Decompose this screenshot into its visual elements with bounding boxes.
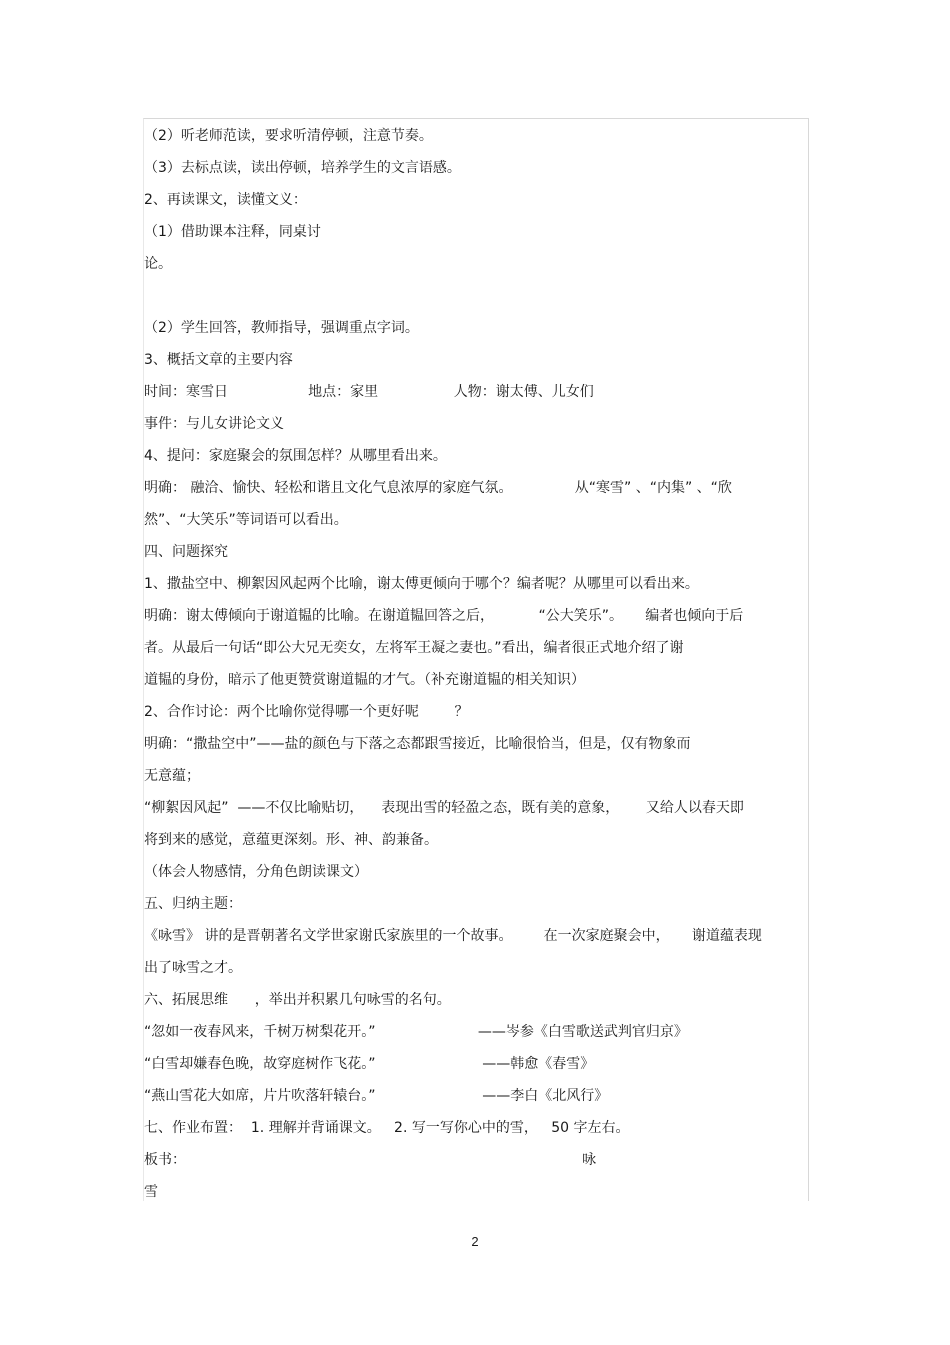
text-line: （2）学生回答，教师指导，强调重点字词。: [144, 320, 419, 336]
text-line: （1）借助课本注释，同桌讨: [144, 224, 321, 240]
text-line: “柳絮因风起” ——不仅比喻贴切， 表现出雪的轻盈之态，既有美的意象， 又给人以春天即: [144, 800, 744, 816]
text-line: 《咏雪》 讲的是晋朝著名文学世家谢氏家族里的一个故事。 在一次家庭聚会中， 谢道蕴表现: [144, 928, 762, 944]
text-line: 道韫的身份，暗示了他更赞赏谢道韫的才气。（补充谢道韫的相关知识）: [144, 672, 585, 688]
poem-quote: “燕山雪花大如席，片片吹落轩辕台。” ——李白《北风行》: [144, 1088, 609, 1104]
text-line: 事件：与儿女讲论文义: [144, 416, 284, 432]
text-line: 明确： 融洽、愉快、轻松和谐且文化气息浓厚的家庭气氛。 从“寒雪” 、“内集” 、“欣: [144, 480, 732, 496]
text-line: （体会人物感情，分角色朗读课文）: [144, 864, 368, 880]
text-line: 2、再读课文，读懂文义：: [144, 192, 307, 208]
text-line: （3）去标点读，读出停顿，培养学生的文言语感。: [144, 160, 461, 176]
text-line: 明确：“撒盐空中”——盐的颜色与下落之态都跟雪接近，比喻很恰当，但是，仅有物象而: [144, 736, 691, 752]
text-line: 3、概括文章的主要内容: [144, 352, 293, 368]
section-heading: 六、拓展思维 ，举出并积累几句咏雪的名句。: [144, 992, 451, 1008]
text-line: 然”、“大笑乐”等词语可以看出。: [144, 512, 348, 528]
section-heading: 四、问题探究: [144, 544, 228, 560]
text-line: 者。从最后一句话“即公大兄无奕女，左将军王凝之妻也。”看出，编者很正式地介绍了谢: [144, 640, 684, 656]
poem-quote: “忽如一夜春风来，千树万树梨花开。” ——岑参《白雪歌送武判官归京》: [144, 1024, 688, 1040]
text-line: 1、撒盐空中、柳絮因风起两个比喻，谢太傅更倾向于哪个？编者呢？从哪里可以看出来。: [144, 576, 699, 592]
text-line: 出了咏雪之才。: [144, 960, 242, 976]
section-heading: 七、作业布置： 1. 理解并背诵课文。 2. 写一写你心中的雪， 50 字左右。: [144, 1120, 630, 1136]
text-line: 论。: [144, 256, 172, 272]
text-line: 明确：谢太傅倾向于谢道韫的比喻。在谢道韫回答之后， “公大笑乐”。 编者也倾向于后: [144, 608, 744, 624]
text-line: （2）听老师范读，要求听清停顿，注意节奏。: [144, 128, 433, 144]
text-line: 时间：寒雪日 地点：家里 人物：谢太傅、儿女们: [144, 384, 594, 400]
text-line: 4、提问：家庭聚会的氛围怎样？从哪里看出来。: [144, 448, 447, 464]
page-number: 2: [471, 1234, 479, 1249]
text-line: 2、合作讨论：两个比喻你觉得哪一个更好呢 ？: [144, 704, 469, 720]
poem-quote: “白雪却嫌春色晚，故穿庭树作飞花。” ——韩愈《春雪》: [144, 1056, 595, 1072]
text-line: 将到来的感觉，意蕴更深刻。形、神、韵兼备。: [144, 832, 438, 848]
section-heading: 五、归纳主题：: [144, 896, 242, 912]
text-line: 雪: [144, 1184, 158, 1200]
text-line: 板书： 咏: [144, 1152, 597, 1168]
text-line: 无意蕴；: [144, 768, 200, 784]
